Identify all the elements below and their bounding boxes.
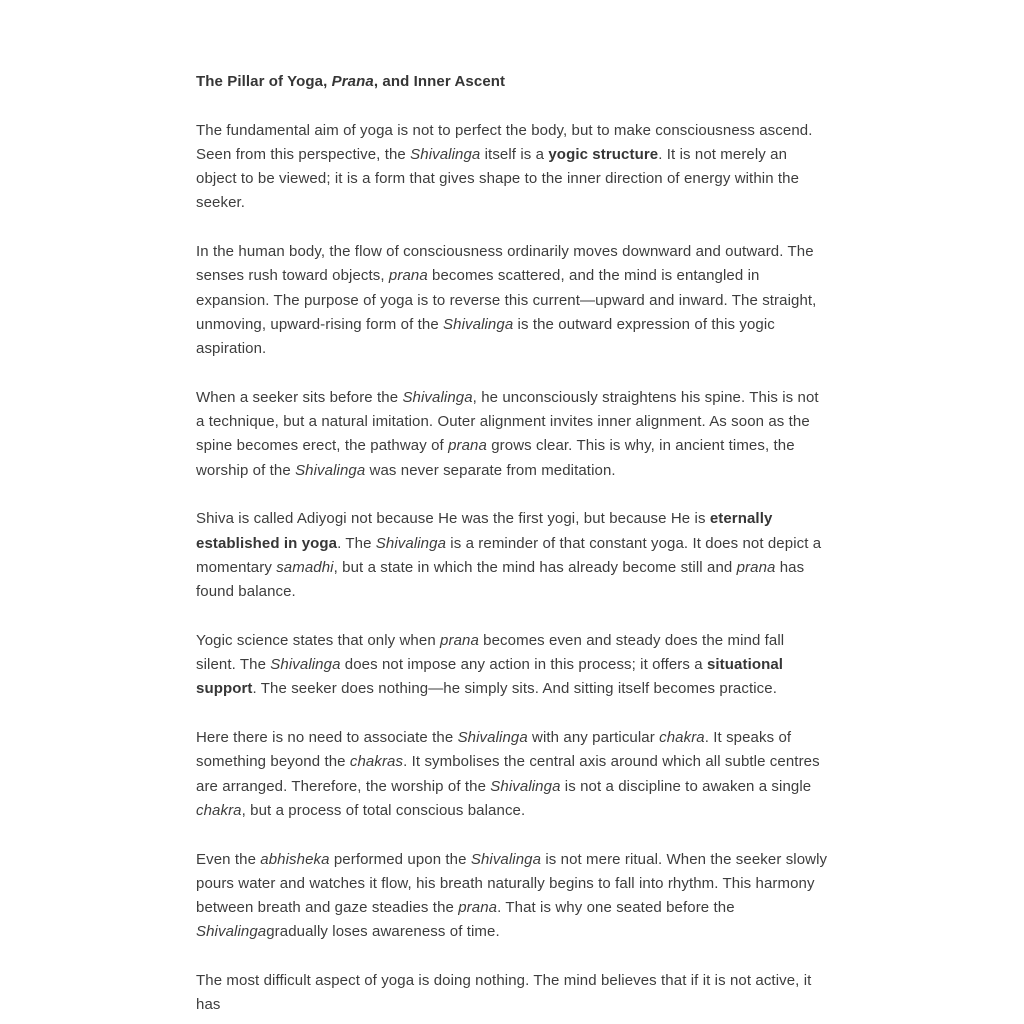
italic-run: chakra xyxy=(196,801,242,819)
paragraph xyxy=(196,507,828,604)
bold-run: situational support xyxy=(196,656,784,698)
text-run: , but a process of total conscious balance. xyxy=(241,801,526,819)
article-body xyxy=(196,70,828,1024)
page-title xyxy=(196,70,828,94)
italic-run: prana xyxy=(736,558,776,576)
text-run: The most difficult aspect of yoga is doing nothing. The mind believes that if it is not active, it has xyxy=(196,971,812,1014)
text-run: performed upon the xyxy=(329,850,471,868)
text-run: Yogic science states that only when xyxy=(196,631,441,649)
text-run: , he unconsciously straightens his spine. This is not a technique, but a natural imitation. Outer alignment invites inner alignment. As soon as the spine becomes erect, the pathway of xyxy=(196,388,819,455)
bold-run: , and Inner Ascent xyxy=(373,73,506,90)
text-run: . The seeker does nothing—he simply sits. And sitting itself becomes practice. xyxy=(252,680,777,698)
bold-italic-run: Prana xyxy=(331,73,374,90)
text-run: has found balance. xyxy=(196,558,805,601)
italic-run: Shivalinga xyxy=(270,656,341,674)
italic-run: abhisheka xyxy=(260,850,330,868)
italic-run: Shivalinga xyxy=(295,461,366,479)
italic-run: prana xyxy=(440,631,479,649)
italic-run: Shivalinga xyxy=(375,534,447,552)
text-run: is the outward expression of this yogic aspiration. xyxy=(196,315,775,358)
italic-run: Shivalinga xyxy=(196,923,267,941)
italic-run: Shivalinga xyxy=(490,777,561,795)
bold-run: eternally established in yoga xyxy=(196,510,773,552)
text-run: . That is why one seated before the xyxy=(497,899,735,917)
text-run: with any particular xyxy=(527,729,660,747)
paragraph xyxy=(196,119,828,216)
text-run: Here there is no need to associate the xyxy=(196,729,458,747)
text-run: , but a state in which the mind has already become still and xyxy=(333,558,737,576)
text-run: In the human body, the flow of consciousness ordinarily moves downward and outward. The senses rush toward objects, xyxy=(196,243,814,285)
text-run: . It symbolises the central axis around which all subtle centres are arranged. Therefore, the worship of the xyxy=(196,753,820,795)
paragraph xyxy=(196,240,828,361)
paragraph xyxy=(196,629,828,702)
text-run: Even the xyxy=(196,850,261,868)
paragraph xyxy=(196,969,828,1018)
italic-run: prana xyxy=(388,267,428,285)
text-run: Shiva is called Adiyogi not because He was the first yogi, but because He is xyxy=(196,510,710,528)
text-run: becomes scattered, and the mind is entangled in expansion. The purpose of yoga is to reverse this current—upward and inward. The straight, unmoving, upward-rising form of the xyxy=(196,267,817,333)
text-run: grows clear. This is why, in ancient times, the worship of the xyxy=(196,437,795,479)
italic-run: prana xyxy=(458,899,498,917)
bold-run: The Pillar of Yoga, xyxy=(196,73,332,90)
text-run: . The xyxy=(337,534,376,552)
italic-run: Shivalinga xyxy=(410,145,481,163)
paragraph xyxy=(196,726,828,823)
text-run: . It is not merely an object to be viewed; it is a form that gives shape to the inner direction of energy within the seeker. xyxy=(196,145,800,212)
text-run: When a seeker sits before the xyxy=(196,388,403,406)
text-run: is not a discipline to awaken a single xyxy=(560,777,812,795)
text-run: becomes even and steady does the mind fall silent. The xyxy=(196,631,785,674)
text-run: is not mere ritual. When the seeker slowly pours water and watches it flow, his breath naturally begins to fall into rhythm. This harmony between breath and gaze steadies the xyxy=(196,850,828,917)
italic-run: chakra xyxy=(659,729,705,747)
text-run: . It speaks of something beyond the xyxy=(196,729,792,771)
text-run: The fundamental aim of yoga is not to perfect the body, but to make consciousness ascend. Seen from this perspective, the xyxy=(196,121,813,163)
paragraph xyxy=(196,386,828,483)
italic-run: Shivalinga xyxy=(470,850,542,868)
italic-run: chakras xyxy=(349,753,404,771)
paragraph xyxy=(196,848,828,945)
text-run: itself is a xyxy=(480,145,549,163)
italic-run: Shivalinga xyxy=(402,388,473,406)
text-run: gradually loses awareness of time. xyxy=(266,923,500,941)
italic-run: samadhi xyxy=(276,558,334,576)
italic-run: prana xyxy=(448,437,487,455)
bold-run: yogic structure xyxy=(548,145,659,163)
text-run: does not impose any action in this process; it offers a xyxy=(340,656,707,674)
text-run: is a reminder of that constant yoga. It does not depict a momentary xyxy=(196,534,822,576)
italic-run: Shivalinga xyxy=(443,315,514,333)
italic-run: Shivalinga xyxy=(457,729,528,747)
text-run: was never separate from meditation. xyxy=(365,461,616,479)
